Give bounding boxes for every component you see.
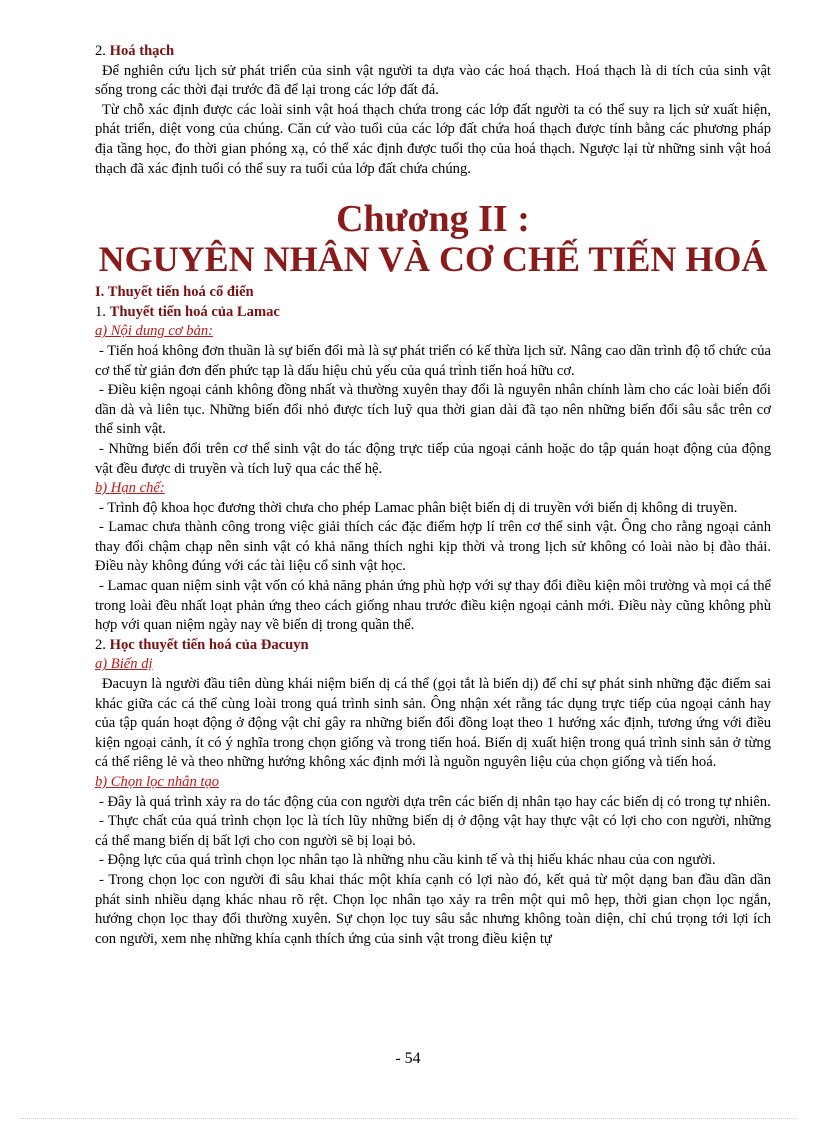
list-item: - Động lực của quá trình chọn lọc nhân tạo là những nhu cầu kinh tế và thị hiếu khác nhau của con người. [99, 852, 716, 869]
subsection-heading-lamac [95, 303, 771, 323]
subheading: b) Chọn lọc nhân tạo [95, 774, 220, 790]
subsection-heading-dacuyn [95, 636, 771, 656]
page-bottom-divider [20, 1118, 796, 1119]
subsection-number: 2. [95, 636, 106, 653]
subheading: a) Biến dị [95, 656, 153, 673]
list-item: - Lamac chưa thành công trong việc giải thích các đặc điểm hợp lí trên cơ thể sinh vật. Ông cho rằng ngoại cảnh thay đổi chậm chạp nên sinh vật có khả năng thích nghi kịp thời và trong lịch sử không có loài nào bị đào thải. Điều này không đúng với các tài liệu cổ sinh vật học. [95, 519, 771, 575]
paragraph: Để nghiên cứu lịch sử phát triển của sinh vật người ta dựa vào các hoá thạch. Hoá thạch là di tích của sinh vật sống trong các thời đại trước đã để lại trong các lớp đất đá. [95, 62, 771, 99]
list-item: - Tiến hoá không đơn thuần là sự biến đổi mà là sự phát triển có kế thừa lịch sử. Nâng cao dần trình độ tổ chức của cơ thể từ giản đơn đến phức tạp là dấu hiệu chủ yếu của quá trình tiến hoá hữu cơ. [95, 342, 771, 379]
section-heading-hoa-thach [95, 42, 771, 62]
subsection-title: Thuyết tiến hoá của Lamac [109, 303, 280, 320]
page-number: - 54 [395, 1050, 421, 1067]
page-content [95, 42, 771, 949]
list-item: - Điều kiện ngoại cảnh không đồng nhất và thường xuyên thay đổi là nguyên nhân chính làm cho các loài biến đổi dần dà và liên tục. Những biến đổi nhỏ được tích luỹ qua thời gian dài đã tạo nên những biến đổi sâu sắc trên cơ thể sinh vật. [95, 382, 771, 438]
list-item: - Trình độ khoa học đương thời chưa cho phép Lamac phân biệt biến dị di truyền với biến dị không di truyền. [99, 499, 738, 516]
paragraph: Đacuyn là người đầu tiên dùng khái niệm biến dị cá thể (gọi tắt là biến dị) để chỉ sự phát sinh những đặc điểm sai khác giữa các cá thể cùng loài trong quá trình sinh sản. Ông nhận xét rằng tác dụng trực tiếp của ngoại cảnh hay của tập quán hoạt động ở động vật chỉ gây ra những biến đổi đồng loạt theo 1 hướng xác định, tương ứng với điều kiện ngoại cảnh, ít có ý nghĩa trong chọn giống và trong tiến hoá. Biến dị xuất hiện trong quá trình sinh sản ở từng cá thể riêng lẻ và theo những hướng không xác định mới là nguồn nguyên liệu của chọn giống và tiến hoá. [95, 676, 771, 771]
subsection-title: Học thuyết tiến hoá của Đacuyn [109, 636, 309, 653]
subsection-number: 1. [95, 303, 106, 320]
list-item: - Lamac quan niệm sinh vật vốn có khả năng phản ứng phù hợp với sự thay đổi điều kiện môi trường và mọi cá thể trong loài đều nhất loạt phản ứng theo cách giống nhau trước điều kiện ngoại cảnh mới. Điều này cũng không phù hợp với quan niệm ngày nay về biến dị trong quần thể. [95, 578, 771, 634]
chapter-title: NGUYÊN NHÂN VÀ CƠ CHẾ TIẾN HOÁ [98, 239, 768, 280]
list-item: - Thực chất của quá trình chọn lọc là tích lũy những biến dị ở động vật hay thực vật có lợi cho con người, những cá thể mang biến dị bất lợi cho con người sẽ bị loại bỏ. [95, 813, 771, 849]
list-item: - Đây là quá trình xảy ra do tác động của con người dựa trên các biến dị nhân tạo hay các biến dị có trong tự nhiên. [99, 793, 771, 810]
section-number: 2. [95, 43, 106, 59]
chapter-number: Chương II : [336, 198, 530, 241]
subheading: a) Nội dung cơ bản: [95, 323, 214, 340]
part-heading: I. Thuyết tiến hoá cổ điển [95, 284, 254, 301]
subheading: b) Hạn chế: [95, 480, 165, 497]
list-item: - Những biến đổi trên cơ thể sinh vật do tác động trực tiếp của ngoại cảnh hoặc do tập quán hoạt động của động vật đều được di truyền và tích luỹ qua các thế hệ. [95, 440, 771, 477]
list-item: - Trong chọn lọc con người đi sâu khai thác một khía cạnh có lợi nào đó, kết quả từ một dạng ban đầu dần dần phát sinh nhiều dạng khác nhau rõ rệt. Chọn lọc nhân tạo xảy ra trên một qui mô hẹp, thời gian chọn lọc ngắn, hướng chọn lọc thay đổi thường xuyên. Sự chọn lọc tuy sâu sắc nhưng không toàn diện, chỉ chú trọng tới lợi ích con người, xem nhẹ những khía cạnh thích ứng của sinh vật trong điều kiện tự [95, 871, 771, 947]
chapter-heading [95, 199, 771, 279]
paragraph: Từ chỗ xác định được các loài sinh vật hoá thạch chứa trong các lớp đất người ta có thể suy ra lịch sử xuất hiện, phát triển, diệt vong của chúng. Căn cứ vào tuổi của các lớp đất chứa hoá thạch được tính bằng các phương pháp địa tầng học, đo thời gian phóng xạ, có thể xác định được tuổi thọ của hoá thạch. Ngược lại từ những sinh vật hoá thạch đã xác định tuổi có thể suy ra tuổi của lớp đất chứa chúng. [95, 101, 771, 177]
section-title: Hoá thạch [109, 43, 175, 59]
